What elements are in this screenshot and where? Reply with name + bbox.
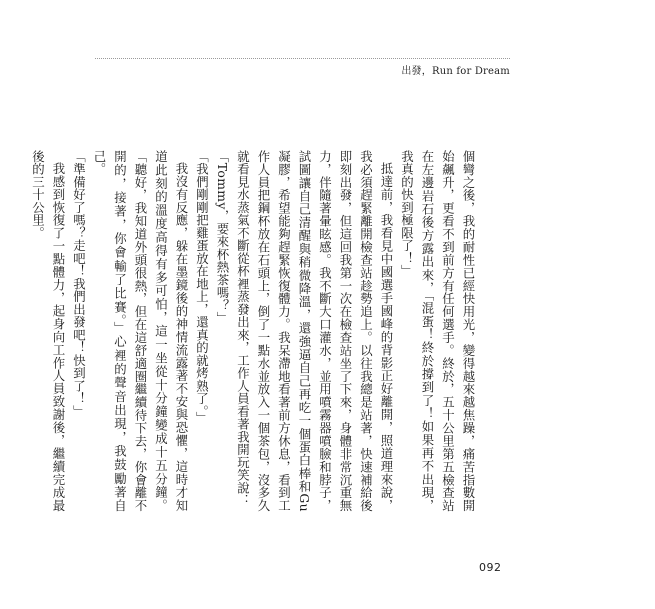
page-number: 092 [479, 561, 502, 574]
paragraph: 我沒有反應，躲在墨鏡後的神情流露著不安與恐懼，這時才知道此刻的溫度高得有多可怕，這一坐從十分鐘變成十五分鐘。「聽好，我知道外頭很熱，但在這舒適圈繼續待下去，你會離不開的，接著，你會輸了比賽。」心裡的聲音出現，我鼓勵著自己。 [92, 150, 189, 512]
header-divider [95, 58, 510, 59]
paragraph: 「Tommy，要來杯熱茶嗎？」 [215, 150, 230, 325]
paragraph: 「我們剛剛把雞蛋放在地上，還真的就烤熟了。」 [194, 150, 210, 425]
running-header: 出發，Run for Dream [401, 66, 510, 77]
paragraph: 「準備好了嗎？走吧！我們出發吧！快到了！」 [71, 150, 87, 418]
body-text [30, 150, 478, 512]
paragraph: 個彎之後，我的耐性已經快用光，變得越來越焦躁，痛苦指數開始飆升，更看不到前方有任何選手。終於，五十公里第五檢查站在左邊岩石後方露出來，「混蛋！終於撐到了！如果再不出現，我真的快到極限了！」 [399, 150, 476, 512]
paragraph: 我感到恢復了一點體力，起身向工作人員致謝後，繼續完成最後的三十公里。 [30, 150, 66, 512]
paragraph: 抵達前，我看見中國選手國峰的背影正好離開，照道理來說，我必須趕緊離開檢查站趁勢追上。以往我總是站著，快速補給後即刻出發，但這回我第一次在檢查站坐了下來，身體非常沉重無力，伴隨著暈眩感。我不斷大口灌水，並用噴霧器噴臉和脖子，試圖讓自己清醒與稍微降溫，還強逼自己再吃一個蛋白棒和Gu凝膠，希望能夠趕緊恢復體力。我呆滯地看著前方休息，看到工作人員把鋼杯放在石頭上，倒了一點水並放入一個茶包，沒多久就看見水蒸氣不斷從杯裡蒸發出來，工作人員看著我開玩笑說： [235, 150, 394, 512]
